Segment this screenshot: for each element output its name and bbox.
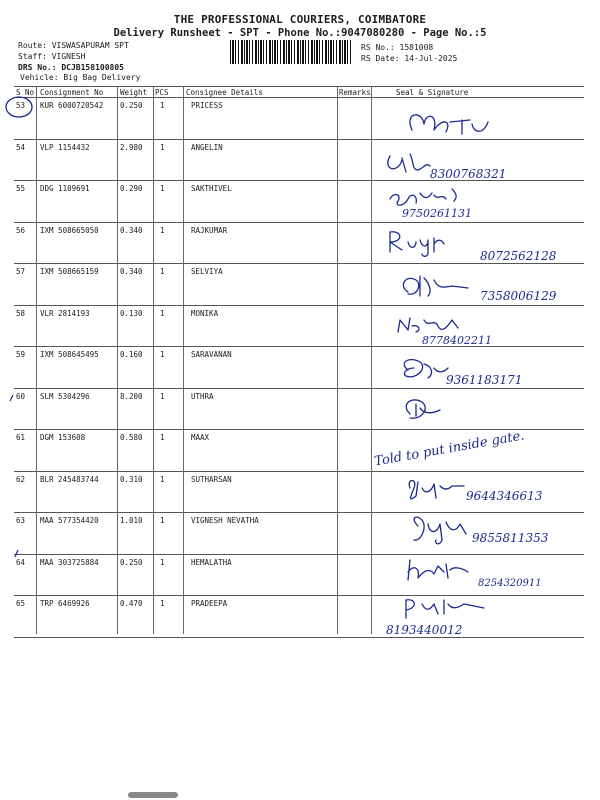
phone-number-62: 9644346613 — [466, 489, 543, 503]
signature-65 — [372, 590, 584, 638]
signature-57 — [372, 266, 584, 308]
cell-pcs: 1 — [160, 433, 165, 442]
col-header-weight: Weight — [120, 88, 148, 97]
cell-consignment: VLR 2814193 — [40, 308, 90, 318]
cell-sno: 63 — [16, 516, 26, 525]
cell-pcs: 1 — [160, 474, 165, 484]
cell-consignment: KUR 6000720542 — [40, 101, 104, 110]
col-divider — [153, 87, 154, 634]
cell-pcs: 1 — [160, 142, 165, 152]
ink-smudge — [128, 792, 178, 798]
barcode — [230, 40, 353, 64]
signature-55 — [372, 183, 584, 225]
cell-weight: 0.130 — [120, 308, 143, 318]
cell-sno: 64 — [16, 557, 26, 567]
cell-consignment: MAA 303725884 — [40, 557, 99, 567]
cell-weight: 8.200 — [120, 391, 143, 401]
cell-consignee: SUTHARSAN — [191, 474, 232, 484]
cell-pcs: 1 — [160, 350, 165, 359]
cell-sno: 61 — [16, 433, 26, 442]
cell-pcs: 1 — [160, 557, 165, 567]
cell-consignment: DGM 153608 — [40, 433, 86, 442]
cell-sno: 65 — [16, 599, 26, 608]
phone-number-54: 8300768321 — [430, 167, 507, 181]
cell-consignment: IXM 508665050 — [40, 225, 99, 235]
cell-sno: 57 — [16, 267, 26, 276]
cell-weight: 0.290 — [120, 184, 143, 193]
cell-pcs: 1 — [160, 184, 165, 193]
phone-number-58: 8778402211 — [422, 334, 492, 347]
cell-consignment: TRP 6469926 — [40, 599, 90, 608]
cell-consignee: PRICESS — [191, 101, 223, 110]
cell-consignee: RAJKUMAR — [191, 225, 228, 235]
col-header-signature: Seal & Signature — [396, 88, 469, 97]
cell-weight: 0.250 — [120, 101, 143, 110]
cell-sno: 62 — [16, 474, 26, 484]
cell-consignment: IXM 508645495 — [40, 350, 99, 359]
col-header-consignment: Consignment No — [40, 88, 104, 97]
cell-pcs: 1 — [160, 516, 165, 525]
cell-weight: 2.980 — [120, 142, 143, 152]
cell-pcs: 1 — [160, 308, 165, 318]
delivery-note-61: Told to put inside gate. — [373, 428, 526, 470]
col-divider — [183, 87, 184, 634]
signature-53 — [372, 100, 584, 144]
cell-weight: 0.470 — [120, 599, 143, 608]
cell-sno: 56 — [16, 225, 26, 235]
rs-date: RS Date: 14-Jul-2025 — [361, 54, 458, 63]
cell-sno: 59 — [16, 350, 26, 359]
document-title: THE PROFESSIONAL COURIERS, COIMBATORE — [173, 13, 427, 26]
cell-consignment: IXM 508665159 — [40, 267, 99, 276]
cell-pcs: 1 — [160, 101, 165, 110]
cell-pcs: 1 — [160, 599, 165, 608]
phone-number-57: 7358006129 — [480, 289, 557, 303]
cell-consignee: SAKTHIVEL — [191, 184, 232, 193]
col-divider — [36, 87, 37, 634]
header-bottom-border — [14, 97, 584, 98]
cell-weight: 0.310 — [120, 474, 143, 484]
cell-sno: 54 — [16, 142, 26, 152]
route-label: Route: VISWASAPURAM SPT — [18, 41, 129, 50]
cell-consignment: BLR 245483744 — [40, 474, 99, 484]
col-header-pcs: PCS — [155, 88, 169, 97]
cell-weight: 0.160 — [120, 350, 143, 359]
cell-consignment: VLP 1154432 — [40, 142, 90, 152]
cell-consignee: VIGNESH NEVATHA — [191, 516, 259, 525]
cell-weight: 1.010 — [120, 516, 143, 525]
cell-pcs: 1 — [160, 267, 165, 276]
cell-weight: 0.340 — [120, 267, 143, 276]
signature-56 — [372, 224, 584, 266]
col-divider — [337, 87, 338, 634]
signature-64 — [372, 550, 584, 594]
cell-consignee: HEMALATHA — [191, 557, 232, 567]
signature-58 — [372, 306, 584, 348]
vehicle-label: Vehicle: Big Bag Delivery — [20, 73, 141, 82]
phone-number-59: 9361183171 — [446, 373, 523, 387]
cell-consignee: SARAVANAN — [191, 350, 232, 359]
phone-number-56: 8072562128 — [480, 249, 557, 263]
rs-number: RS No.: 1581008 — [361, 43, 434, 52]
remark-61 — [372, 428, 584, 472]
signature-62 — [372, 470, 584, 514]
phone-number-65: 8193440012 — [386, 623, 463, 637]
phone-number-63: 9855811353 — [472, 531, 549, 545]
signature-60 — [372, 390, 584, 430]
staff-label: Staff: VIGNESH — [18, 52, 86, 61]
col-header-consignee: Consignee Details — [186, 88, 263, 97]
col-divider — [117, 87, 118, 634]
tick-mark — [12, 548, 24, 560]
cell-pcs: 1 — [160, 225, 165, 235]
col-header-sno: S No — [16, 88, 35, 97]
signature-54 — [372, 140, 584, 184]
signature-63 — [372, 510, 584, 554]
phone-number-64: 8254320911 — [478, 578, 542, 589]
drs-number: DRS No.: DCJB158100805 — [18, 63, 124, 72]
cell-pcs: 1 — [160, 391, 165, 401]
col-header-remarks: Remarks — [339, 88, 371, 97]
cell-consignment: MAA 577354420 — [40, 516, 99, 525]
cell-weight: 0.250 — [120, 557, 143, 567]
phone-number-55: 9750261131 — [402, 207, 472, 220]
cell-weight: 0.580 — [120, 433, 143, 442]
signature-59 — [372, 350, 584, 392]
cell-sno: 53 — [16, 101, 26, 110]
table-top-border — [14, 86, 584, 87]
cell-consignment: SLM 5304296 — [40, 391, 90, 401]
cell-consignee: MAAX — [191, 433, 210, 442]
cell-consignment: DDG 1109691 — [40, 184, 90, 193]
circle-mark — [3, 94, 35, 120]
document-subtitle: Delivery Runsheet - SPT - Phone No.:9047080280 - Page No.:5 — [113, 27, 487, 39]
cell-consignee: PRADEEPA — [191, 599, 228, 608]
cell-sno: 58 — [16, 308, 26, 318]
cell-consignee: MONIKA — [191, 308, 219, 318]
tick-mark — [8, 392, 20, 404]
cell-weight: 0.340 — [120, 225, 143, 235]
cell-sno: 60 — [16, 391, 26, 401]
cell-consignee: SELVIYA — [191, 267, 223, 276]
cell-consignee: UTHRA — [191, 391, 214, 401]
cell-consignee: ANGELIN — [191, 142, 223, 152]
cell-sno: 55 — [16, 184, 26, 193]
